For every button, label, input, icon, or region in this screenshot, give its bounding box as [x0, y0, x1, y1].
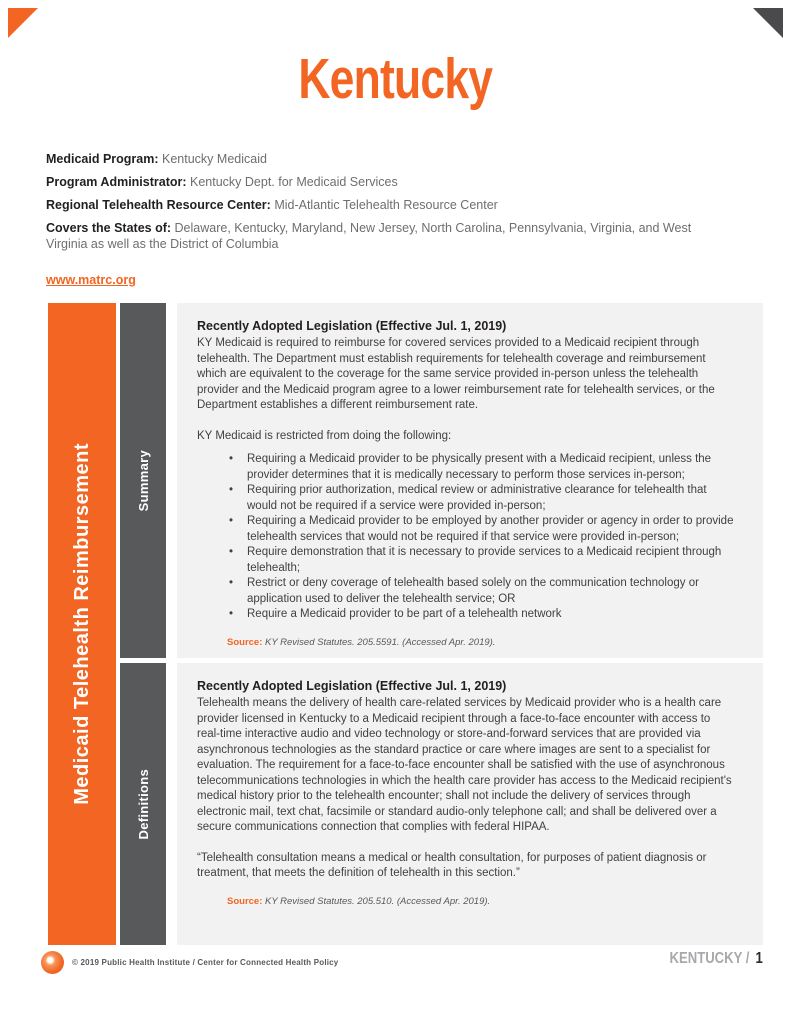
section-paragraph: Telehealth means the delivery of health care-related services by Medicaid provider who is a health care provider licensed in Kentucky to a Medicaid recipient through a face-to-face encounter with access to real-time interactive audio and video technology or store-and-forward services that are provided via asynchronous technologies as the standard practice or care where images are sent to a specialist for evaluation. The requirement for a face-to-face encounter shall be satisfied with the use of asynchronous telecommunications technologies in which the health care provider has access to the Medicaid recipient's medical history prior to the telehealth encounter; shall not include the delivery of services through electronic mail, text chat, facsimile or standard audio-only telephone call; and shall be delivered over a secure communications connection that complies with federal HIPAA. [197, 697, 732, 833]
tab-definitions-label: Definitions [135, 768, 151, 840]
source-text: KY Revised Statutes. 205.510. (Accessed Apr. 2019). [265, 895, 491, 907]
source-label: Source: [227, 636, 263, 648]
section-paragraph: KY Medicaid is restricted from doing the following: [197, 429, 452, 442]
category-sidebar [48, 303, 116, 945]
meta-value: Kentucky Medicaid [162, 152, 267, 166]
page-title: Kentucky [298, 47, 493, 111]
metadata-block [46, 151, 724, 288]
list-item: • Requiring a Medicaid provider to be physically present with a Medicaid recipient, unless the provider determines that it is medically necessary to perform those services in-person; [225, 452, 735, 483]
tab-definitions [120, 663, 166, 945]
list-item: • Requiring a Medicaid provider to be employed by another provider or agency in order to provide telehealth services that would not be required if that service were provided in-person; [225, 514, 735, 545]
meta-label: Regional Telehealth Resource Center: [46, 198, 271, 212]
meta-value: Kentucky Dept. for Medicaid Services [190, 175, 398, 189]
list-item: • Require demonstration that it is necessary to provide services to a Medicaid recipient through telehealth; [225, 545, 735, 576]
meta-label: Covers the States of: [46, 221, 172, 235]
meta-label: Program Administrator: [46, 175, 187, 189]
meta-label: Medicaid Program: [46, 152, 159, 166]
footer-state-label: KENTUCKY / [669, 950, 750, 967]
list-item: • Require a Medicaid provider to be part of a telehealth network [225, 607, 735, 623]
section-heading: Recently Adopted Legislation (Effective Jul. 1, 2019) [197, 679, 507, 693]
source-citation [227, 896, 735, 908]
tab-summary-label: Summary [135, 449, 151, 512]
meta-row-medicaid-program [46, 151, 724, 167]
source-label: Source: [227, 895, 263, 907]
cchp-logo [41, 951, 64, 974]
meta-row-regional-trc [46, 197, 724, 213]
category-sidebar-label: Medicaid Telehealth Reimbursement [70, 443, 93, 805]
corner-accent-topleft [8, 8, 38, 38]
corner-accent-topright [753, 8, 783, 38]
footer-page-indicator [670, 950, 763, 968]
restrictions-list [225, 452, 735, 623]
matrc-link[interactable]: www.matrc.org [46, 273, 136, 287]
meta-row-program-administrator [46, 174, 724, 190]
section-paragraph: KY Medicaid is required to reimburse for covered services provided to a Medicaid recipient through telehealth. The Department must establish requirements for telehealth coverage and reimbursement which are equivalent to the coverage for the same service provided in-person unless the telehealth provider and the Medicaid program agree to a lower reimbursement rate for telehealth services, or the Department establishes a different reimbursement rate. [197, 337, 715, 411]
footer-copyright: © 2019 Public Health Institute / Center for Connected Health Policy [72, 958, 339, 967]
source-citation [227, 637, 735, 649]
page-title-wrap [0, 46, 791, 112]
content-band [0, 303, 791, 945]
meta-row-covered-states [46, 220, 724, 252]
list-item: • Restrict or deny coverage of telehealth based solely on the communication technology or application used to deliver the telehealth service; OR [225, 576, 735, 607]
meta-value: Delaware, Kentucky, Maryland, New Jersey, North Carolina, Pennsylvania, Virginia, and West Virginia as well as the District of Columbia [46, 221, 692, 251]
footer-page-number: 1 [755, 950, 763, 967]
meta-value: Mid-Atlantic Telehealth Resource Center [274, 198, 498, 212]
summary-panel [177, 303, 763, 658]
tab-summary [120, 303, 166, 658]
source-text: KY Revised Statutes. 205.5591. (Accessed Apr. 2019). [265, 636, 496, 648]
list-item: • Requiring prior authorization, medical review or administrative clearance for telehealth that would not be required if a service were provided in-person; [225, 483, 735, 514]
section-heading: Recently Adopted Legislation (Effective Jul. 1, 2019) [197, 319, 507, 333]
section-quote: “Telehealth consultation means a medical or health consultation, for purposes of patient diagnosis or treatment, that meets the definition of telehealth in this section.” [197, 851, 707, 879]
definitions-panel [177, 663, 763, 945]
